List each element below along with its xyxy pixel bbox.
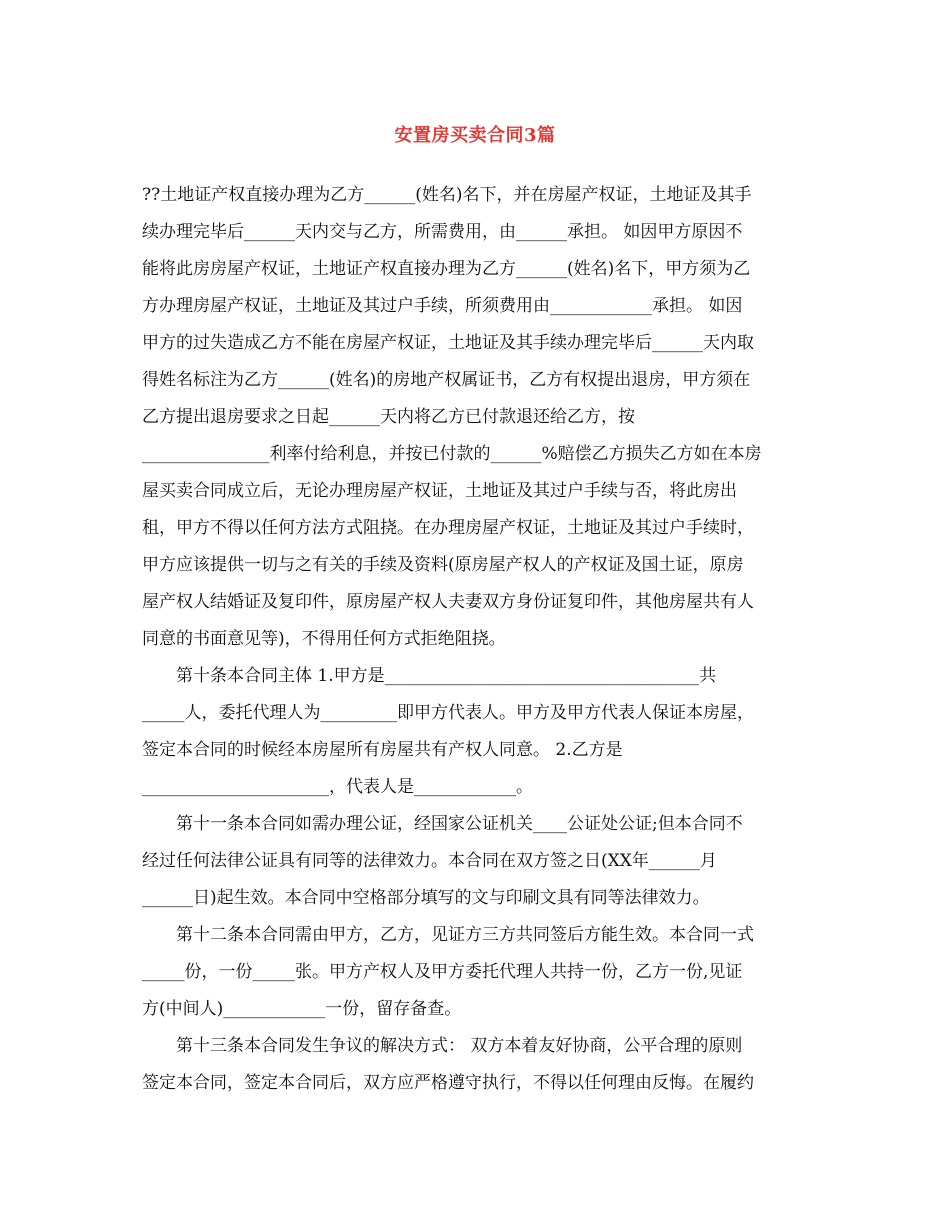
text-line: 甲方的过失造成乙方不能在房屋产权证，土地证及其手续办理完毕后______天内取 [142, 333, 754, 353]
article-13-heading-line: 第十三条本合同发生争议的解决方式： 双方本着友好协商，公平合理的原则 [176, 1036, 743, 1056]
text-line: 得姓名标注为乙方______(姓名)的房地产权属证书，乙方有权提出退房，甲方须在 [142, 370, 751, 390]
text-line: _____人，委托代理人为_________即甲方代表人。甲方及甲方代表人保证本房屋， [142, 703, 754, 723]
text-line: ______________________，代表人是____________。 [142, 777, 533, 797]
text-line: 方(中间人)____________一份，留存备查。 [142, 999, 462, 1019]
text-line: 方办理房屋产权证，土地证及其过户手续，所须费用由____________承担。 如因 [142, 296, 743, 316]
text-line: ??土地证产权直接办理为乙方______(姓名)名下，并在房屋产权证，土地证及其手 [142, 185, 752, 205]
text-line: 租，甲方不得以任何方法方式阻挠。在办理房屋产权证，土地证及其过户手续时， [142, 518, 754, 538]
article-11-heading-line: 第十一条本合同如需办理公证，经国家公证机关____公证处公证;但本合同不 [176, 814, 743, 834]
text-line: 签定本合同，签定本合同后，双方应严格遵守执行，不得以任何理由反悔。在履约 [142, 1073, 754, 1093]
text-line: 甲方应该提供一切与之有关的手续及资料(原房屋产权人的产权证及国土证，原房 [142, 555, 744, 575]
text-line: 续办理完毕后______天内交与乙方，所需费用，由______承担。 如因甲方原因不 [142, 222, 743, 242]
text-line: _______________利率付给利息，并按已付款的______%赔偿乙方损失乙方如在本房 [142, 444, 762, 464]
text-line: ______日)起生效。本合同中空格部分填写的文与印刷文具有同等法律效力。 [142, 888, 710, 908]
article-10-heading-line: 第十条本合同主体 1.甲方是_____________________________________共 [176, 666, 717, 686]
article-12-heading-line: 第十二条本合同需由甲方，乙方，见证方三方共同签后方能生效。本合同一式 [176, 925, 754, 945]
text-line: 乙方提出退房要求之日起______天内将乙方已付款退还给乙方，按 [142, 407, 635, 427]
text-line: 能将此房房屋产权证，土地证产权直接办理为乙方______(姓名)名下，甲方须为乙 [142, 259, 751, 279]
text-line: 屋买卖合同成立后，无论办理房屋产权证，土地证及其过户手续与否，将此房出 [142, 481, 737, 501]
text-line: _____份，一份_____张。甲方产权人及甲方委托代理人共持一份，乙方一份,见证 [142, 962, 743, 982]
text-line: 屋产权人结婚证及复印件，原房屋产权人夫妻双方身份证复印件，其他房屋共有人 [142, 592, 754, 612]
text-line: 同意的书面意见等)，不得用任何方式拒绝阻挠。 [142, 629, 506, 649]
text-line: 签定本合同的时候经本房屋所有房屋共有产权人同意。 2.乙方是 [142, 740, 623, 760]
document-title: 安置房买卖合同3篇 [394, 125, 556, 146]
text-line: 经过任何法律公证具有同等的法律效力。本合同在双方签之日(XX年______月 [142, 851, 717, 871]
document-body [142, 177, 816, 1102]
